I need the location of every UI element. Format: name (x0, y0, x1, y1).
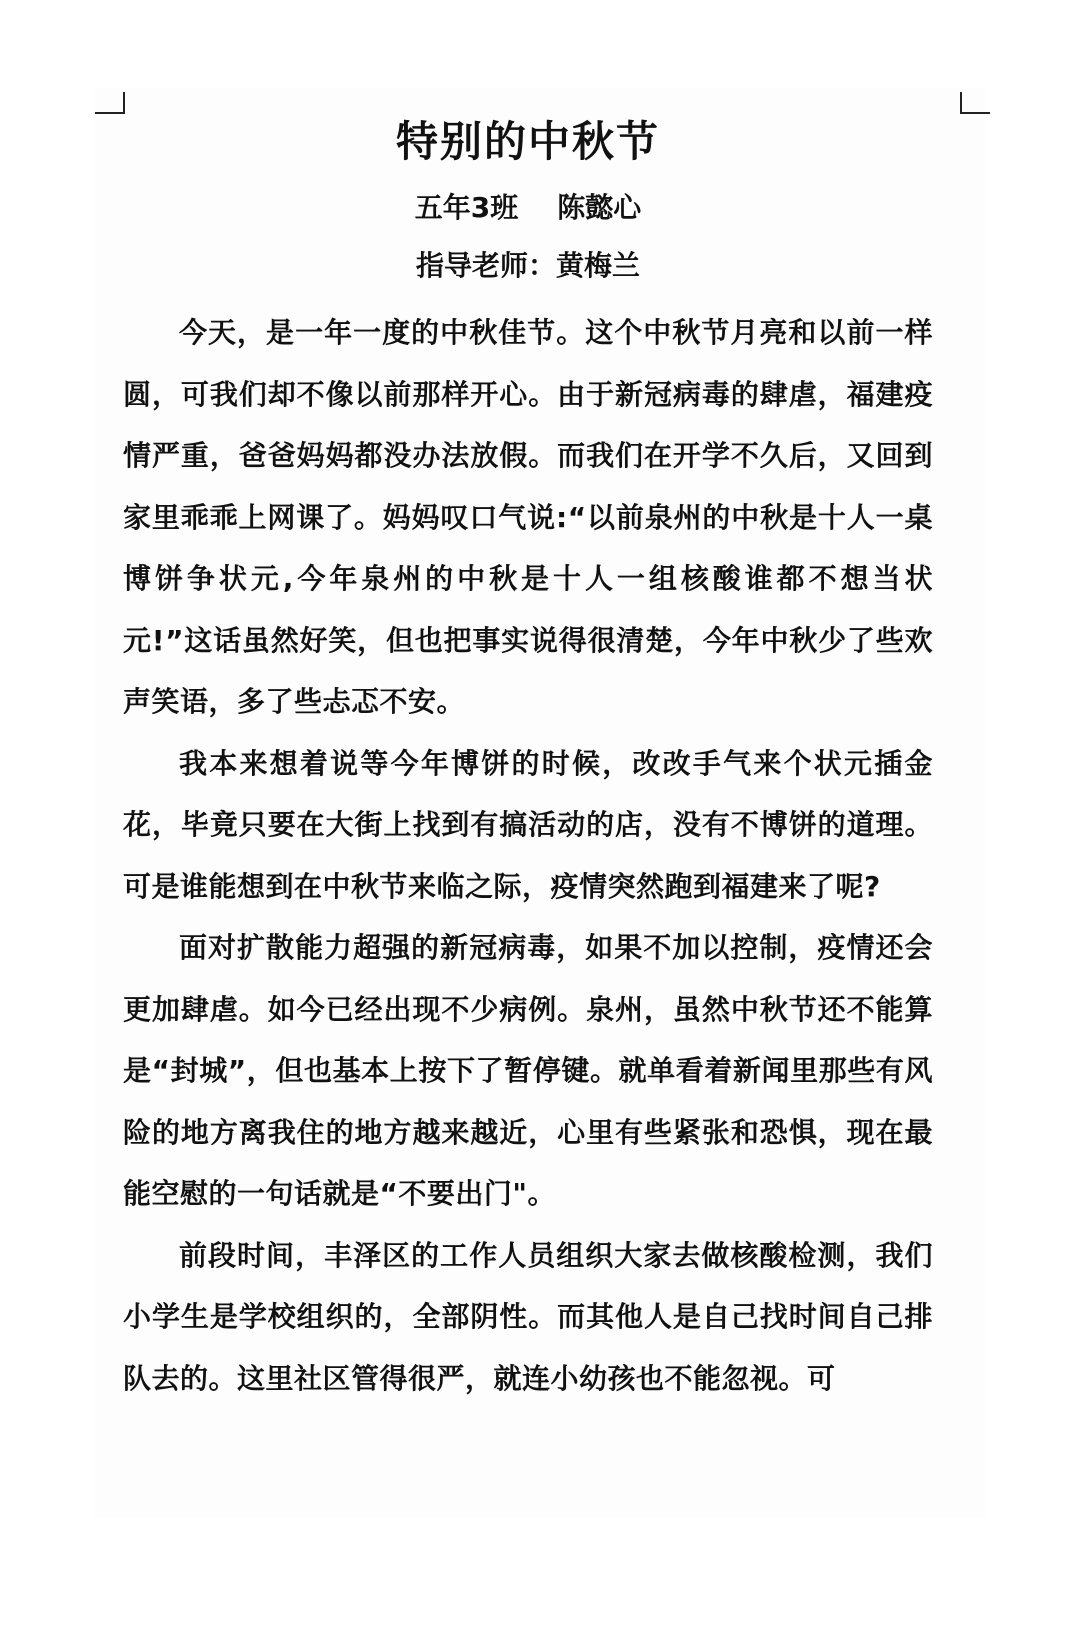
crop-mark-top-right (960, 92, 990, 114)
paragraph-3: 面对扩散能力超强的新冠病毒，如果不加以控制，疫情还会更加肆虐。如今已经出现不少病例。泉州，虽然中秋节还不能算是“封城”，但也基本上按下了暂停键。就单看着新闻里那些有风险的地方离我住的地方越来越近，心里有些紧张和恐惧，现在最能空慰的一句话就是“不要出门"。 (123, 931, 933, 1210)
essay-title: 特别的中秋节 (395, 117, 660, 166)
paragraph-4: 前段时间，丰泽区的工作人员组织大家去做核酸检测，我们小学生是学校组织的，全部阴性。而其他人是自己找时间自己排队去的。这里社区管得很严，就连小幼孩也不能忽视。可 (123, 1238, 933, 1395)
paragraph-1: 今天，是一年一度的中秋佳节。这个中秋节月亮和以前一样圆，可我们却不像以前那样开心。由于新冠病毒的肆虐，福建疫情严重，爸爸妈妈都没办法放假。而我们在开学不久后，又回到家里乖乖上网课了。妈妈叹口气说:“以前泉州的中秋是十人一桌博饼争状元,今年泉州的中秋是十人一组核酸谁都不想当状元!”这话虽然好笑，但也把事实说得很清楚，今年中秋少了些欢声笑语，多了些忐忑不安。 (123, 316, 933, 718)
class-and-author: 五年3班 陈懿心 (414, 191, 642, 224)
crop-mark-top-left (95, 92, 125, 114)
instructor-line: 指导老师：黄梅兰 (415, 249, 640, 282)
document-body (123, 110, 933, 1409)
paragraph-2: 我本来想着说等今年博饼的时候，改改手气来个状元插金花，毕竟只要在大街上找到有搞活动的店，没有不博饼的道理。可是谁能想到在中秋节来临之际，疫情突然跑到福建来了呢? (123, 746, 933, 903)
